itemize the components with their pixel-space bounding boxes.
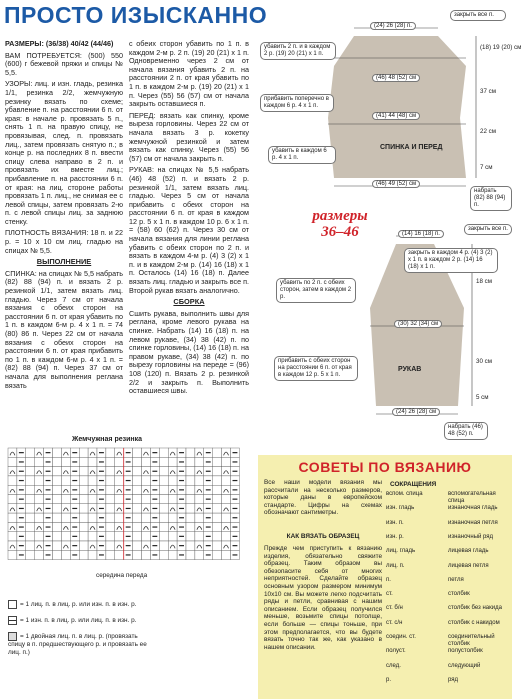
chart-title: Жемчужная резинка <box>72 436 143 443</box>
chart-cell <box>8 467 17 476</box>
chart-cell <box>61 495 70 504</box>
chart-cell <box>213 550 222 559</box>
instructions-column-2 <box>129 40 249 399</box>
height4-label: 7 см <box>480 164 493 171</box>
chart-cell <box>168 522 177 531</box>
sleeve-h3: 5 см <box>476 394 489 401</box>
chart-cell <box>79 467 88 476</box>
abbr-value: ряд <box>448 676 459 683</box>
chart-cell <box>79 532 88 541</box>
sample-heading: КАК ВЯЗАТЬ ОБРАЗЕЦ <box>286 533 360 540</box>
chart-cell <box>186 467 195 476</box>
chart-cell <box>106 448 115 457</box>
chart-cell <box>35 495 44 504</box>
increase-note: прибавить поперечно в каждом 6 р. 4 х 1 п. <box>260 94 334 112</box>
chart-cell <box>61 485 70 494</box>
abbr-value: изнаночный ряд <box>448 533 494 540</box>
page-title: ПРОСТО ИЗЫСКАННО <box>4 2 268 28</box>
abbr-key: лиц. п. <box>386 562 405 569</box>
chart-cell <box>35 504 44 513</box>
chart-cell <box>186 504 195 513</box>
sleeve-increase-note: прибавить с обеих сторон на расстоянии 6 п. от края в каждом 12 р. 5 х 1 п. <box>274 356 358 381</box>
chart-cell <box>26 448 35 457</box>
chart-cell <box>133 541 142 550</box>
abbr-key: ст. с/н <box>386 619 403 626</box>
chart-cell <box>106 467 115 476</box>
abbr-key: вспом. спица <box>386 491 423 497</box>
abbr-key: изн. п. <box>386 519 404 526</box>
chart-cell <box>61 532 70 541</box>
chart-cell <box>61 513 70 522</box>
chart-cell <box>8 550 17 559</box>
abbr-key: п. <box>386 576 391 583</box>
chart-cell <box>88 467 97 476</box>
chart-cell <box>186 495 195 504</box>
chart-cell <box>133 522 142 531</box>
sleeve-h2: 30 см <box>476 358 492 365</box>
width2-label: (41) 44 (48) см <box>372 112 420 120</box>
chart-cell <box>133 550 142 559</box>
chart-cell <box>142 448 151 457</box>
sleeve-h1: 18 см <box>476 278 492 285</box>
chart-cell <box>79 513 88 522</box>
chart-center-label: середина переда <box>96 572 148 579</box>
chart-cell <box>26 467 35 476</box>
chart-cell <box>35 550 44 559</box>
abbr-value: вспомогательная спица <box>448 491 496 504</box>
chart-cell <box>159 457 168 466</box>
chart-cell <box>79 457 88 466</box>
chart-cell <box>88 522 97 531</box>
chart-cell <box>133 476 142 485</box>
chart-cell <box>168 550 177 559</box>
chart-cell <box>186 485 195 494</box>
chart-cell <box>115 550 124 559</box>
sleeve-top-label: (14) 16 (18) п. <box>398 230 444 238</box>
purl-symbol-icon <box>8 616 17 625</box>
chart-cell <box>186 550 195 559</box>
chart-cell <box>79 541 88 550</box>
chart-cell <box>142 495 151 504</box>
back-cont-text: с обеих сторон убавить по 1 п. в каждом 2-м р. 2 п. (19) 20 (21) х 1 п. Одновременно через 2 см от начала вязания убавить 2 п. на расстоянии 2 п. от края убавить по 1 п. в каждом 2-м р. (19) 20 (21) х 1 п. Через (55) 56 (57) см от начала закрыть оставшиеся п. <box>129 39 249 109</box>
chart-cell <box>195 504 204 513</box>
chart-cell <box>222 467 231 476</box>
chart-cell <box>186 448 195 457</box>
chart-cell <box>88 476 97 485</box>
advice-box <box>258 455 512 699</box>
chart-cell <box>61 448 70 457</box>
chart-cell <box>195 457 204 466</box>
chart-cell <box>115 457 124 466</box>
chart-cell <box>222 513 231 522</box>
chart-cell <box>115 495 124 504</box>
chart-cell <box>8 541 17 550</box>
abbr-value: столбик без накида <box>448 605 502 612</box>
height3-label: 22 см <box>480 128 496 135</box>
chart-cell <box>61 467 70 476</box>
chart-cell <box>213 476 222 485</box>
chart-cell <box>35 476 44 485</box>
chart-cell <box>35 522 44 531</box>
patterns-text: УЗОРЫ: лиц. и изн. гладь, резинка 1/1, резинка 2/2, жемчужную резинку вязать по схеме; убавление п. на расстоянии 6 п. от края: в начале р. провязать 5 п., снять 1 п. на правую спицу, не провязывая, след. п. провязать лиц., затем провязать снятую п.; в конце р. на последних 8 п. ввести спицу слева направо в 2 п. и провязать их вместе лиц.; прибавление п. на расстоянии 6 п. от края: на лиц. стороне работы провязать 1 п. лиц., не снимая ее с левой спицы, затем провязать 2-ю п. с левой спицы лиц. за заднюю стенку. <box>5 79 123 226</box>
reduce-bottom-note: убавить в каждом 6 р. 4 х 1 п. <box>268 146 336 164</box>
chart-cell <box>53 457 62 466</box>
chart-cell <box>61 457 70 466</box>
chart-cell <box>115 485 124 494</box>
chart-cell <box>79 476 88 485</box>
sample-text: Прежде чем приступить к вязанию изделия, обязательно свяжите образец. Таким образом вы обезопасите себя от многих неприятностей. Сделайте образец основным узором размером минимум 10х10 см. Вы можете легко подсчитать ряды и петли, сравнивая с нашим описанием. Если образец получился меньше, возьмите спицы потолще, если больше — спицы тоньше, при этом предполагается, что вы будете вязать точно так же, как указано в нашем описании. <box>264 545 382 651</box>
chart-cell <box>8 522 17 531</box>
chart-cell <box>133 448 142 457</box>
chart-cell <box>88 485 97 494</box>
chart-cell <box>79 522 88 531</box>
chart-cell <box>222 476 231 485</box>
chart-cell <box>88 513 97 522</box>
chart-cell <box>26 504 35 513</box>
chart-cell <box>106 513 115 522</box>
sleeve-reduce2-note: убавить по 2 п. с обеих сторон, затем в каждом 2 р. <box>276 278 356 303</box>
chart-cell <box>53 541 62 550</box>
width3-label: (46) 49 (52) см <box>372 180 420 188</box>
sleeve-cast-on-note: набрать (46) 48 (52) п. <box>444 422 488 440</box>
chart-cell <box>26 457 35 466</box>
chart-cell <box>213 541 222 550</box>
chart-cell <box>186 541 195 550</box>
sleeve-close-note: закрыть все п. <box>464 224 512 235</box>
chart-cell <box>213 532 222 541</box>
chart-cell <box>35 467 44 476</box>
chart-cell <box>53 476 62 485</box>
abbr-value: столбик <box>448 591 470 598</box>
back-front-diagram <box>258 8 521 208</box>
chart-cell <box>53 495 62 504</box>
assembly-text: Сшить рукава, выполнить швы для реглана, кроме левого рукава на спинке. Набрать (14) 16 (18) п. на левом рукаве, (34) 38 (42) п. по спинке горловины, (14) 16 (18) п. на правом рукаве, (34) 38 (42) п. по вырезу горловины на переде = (96) 108 (120) п. Вязать 2 р. резинкой 2/2 и закрыть п. Выполнить оставшиеся швы. <box>129 308 249 396</box>
abbr-key: изн. гладь <box>386 505 415 512</box>
chart-cell <box>53 550 62 559</box>
width1-label: (46) 48 (52) см <box>372 74 420 82</box>
chart-cell <box>88 532 97 541</box>
execution-heading: ВЫПОЛНЕНИЕ <box>36 257 92 267</box>
chart-cell <box>26 485 35 494</box>
chart-cell <box>195 541 204 550</box>
chart-cell <box>53 522 62 531</box>
abbr-value: следующий <box>448 662 481 669</box>
chart-cell <box>168 485 177 494</box>
chart-cell <box>213 457 222 466</box>
chart-cell <box>115 504 124 513</box>
chart-cell <box>213 485 222 494</box>
chart-cell <box>159 550 168 559</box>
chart-cell <box>53 513 62 522</box>
chart-cell <box>168 541 177 550</box>
chart-cell <box>53 448 62 457</box>
chart-cell <box>186 476 195 485</box>
density-text: ПЛОТНОСТЬ ВЯЗАНИЯ: 18 п. и 22 р. = 10 х 10 см лиц. гладью на спицах № 5,5. <box>5 228 123 255</box>
chart-cell <box>88 550 97 559</box>
abbr-key: изн. р. <box>386 533 404 540</box>
chart-cell <box>195 513 204 522</box>
chart-cell <box>8 485 17 494</box>
chart-cell <box>106 476 115 485</box>
chart-cell <box>142 476 151 485</box>
chart-cell <box>8 495 17 504</box>
abbr-key: р. <box>386 676 392 683</box>
chart-cell <box>222 522 231 531</box>
chart-cell <box>53 504 62 513</box>
chart-cell <box>142 485 151 494</box>
height2-label: 37 см <box>480 88 496 95</box>
chart-cell <box>115 513 124 522</box>
chart-cell <box>222 550 231 559</box>
chart-cell <box>213 513 222 522</box>
legend-item-3: = 1 двойная лиц. п. в лиц. р. (провязать спицу в п. предшествующего р. и провязать ее лиц. п.) <box>8 633 147 656</box>
advice-title: СОВЕТЫ ПО ВЯЗАНИЮ <box>298 459 472 475</box>
chart-cell <box>213 495 222 504</box>
chart-cell <box>195 448 204 457</box>
chart-cell <box>88 457 97 466</box>
chart-cell <box>106 522 115 531</box>
chart-cell <box>61 504 70 513</box>
chart-cell <box>79 448 88 457</box>
chart-cell <box>186 532 195 541</box>
chart-cell <box>133 457 142 466</box>
chart-cell <box>115 476 124 485</box>
chart-cell <box>222 485 231 494</box>
chart-cell <box>26 532 35 541</box>
chart-cell <box>142 541 151 550</box>
chart-cell <box>186 513 195 522</box>
chart-cell <box>222 532 231 541</box>
abbr-key: полуст. <box>386 648 406 655</box>
chart-cell <box>88 504 97 513</box>
chart-cell <box>88 495 97 504</box>
abbr-value: изнаночная гладь <box>448 505 498 512</box>
chart-cell <box>195 522 204 531</box>
chart-cell <box>35 448 44 457</box>
chart-cell <box>133 504 142 513</box>
chart-cell <box>168 448 177 457</box>
advice-intro: Все наши модели вязания мы рассчитали на несколько размеров, которые даны в европейском стандарте. Цифры на схемах обозначают сантиметры. <box>264 479 382 517</box>
chart-cell <box>195 467 204 476</box>
abbr-key: след. <box>386 662 401 669</box>
chart-cell <box>106 495 115 504</box>
chart-cell <box>8 448 17 457</box>
chart-cell <box>53 467 62 476</box>
chart-cell <box>142 513 151 522</box>
chart-cell <box>142 550 151 559</box>
chart-cell <box>26 550 35 559</box>
chart-cell <box>35 532 44 541</box>
chart-cell <box>168 513 177 522</box>
abbr-heading: СОКРАЩЕНИЯ <box>390 481 437 488</box>
chart-cell <box>195 495 204 504</box>
chart-cell <box>8 513 17 522</box>
chart-cell <box>26 495 35 504</box>
abbr-key: ст. б/н <box>386 605 403 612</box>
chart-cell <box>106 532 115 541</box>
sleeve-width-top: (30) 32 (34) см <box>394 320 442 328</box>
chart-cell <box>168 532 177 541</box>
chart-cell <box>195 550 204 559</box>
sleeve-diagram <box>258 218 512 446</box>
chart-cell <box>88 448 97 457</box>
legend-item-1: = 1 лиц. п. в лиц. р. или изн. п. в изн. р. <box>8 600 136 609</box>
abbr-value: полустолбик <box>448 648 483 655</box>
sleeve-part-label: РУКАВ <box>398 366 422 373</box>
chart-cell <box>222 504 231 513</box>
chart-cell <box>222 541 231 550</box>
chart-cell <box>159 476 168 485</box>
chart-cell <box>213 467 222 476</box>
chart-cell <box>222 457 231 466</box>
chart-cell <box>26 513 35 522</box>
chart-cell <box>159 495 168 504</box>
chart-cell <box>159 485 168 494</box>
chart-cell <box>26 541 35 550</box>
chart-cell <box>159 504 168 513</box>
sleeve-text: РУКАВ: на спицах № 5,5 набрать (46) 48 (52) п. и вязать 2 р. резинкой 1/1, затем вязать лиц. гладью. Через 5 см от начала прибавить с обеих сторон на расстоянии 6 п. от края в каждом 12 р. 5 х 1 п. в каждом 10 р. 6 х 1 п. = (58) 60 (62) п. Через 30 см от начала вязания для линии реглана убавить с обеих сторон по 2 п. и вязать в каждом 4-м р. (4) 3 (2) х 1 п. и в каждом 2-м р. (14) 16 (18) х 1 п. Осталось (14) 16 (18) п. Далее вязать лиц. гладью и закрыть все п. Второй рукав вязать аналогично. <box>129 165 249 295</box>
front-text: ПЕРЕД: вязать как спинку, кроме выреза горловины. Через 22 см от начала вязать 3 р. кокетку жемчужной резинкой и затем вязать как спинку. Через (55) 56 (57) см от начала закрыть п. <box>129 110 249 163</box>
height1-label: (18) 19 (20) см <box>480 44 521 51</box>
chart-cell <box>8 504 17 513</box>
abbr-value: изнаночная петля <box>448 519 498 526</box>
chart-cell <box>79 550 88 559</box>
abbr-value: соединительный столбик <box>448 634 495 647</box>
chart-cell <box>61 550 70 559</box>
chart-cell <box>213 448 222 457</box>
chart-cell <box>133 532 142 541</box>
sizes-banner: размеры 36–46 <box>312 208 368 240</box>
chart-cell <box>159 532 168 541</box>
chart-cell <box>35 485 44 494</box>
chart-cell <box>26 522 35 531</box>
pattern-chart <box>8 448 240 560</box>
abbr-key: соедин. ст. <box>386 634 416 640</box>
instructions-column-1 <box>5 40 123 393</box>
chart-cell <box>159 448 168 457</box>
chart-cell <box>195 485 204 494</box>
assembly-heading: СБОРКА <box>173 297 205 307</box>
part-name-label: СПИНКА И ПЕРЕД <box>380 144 443 151</box>
chart-cell <box>142 457 151 466</box>
chart-cell <box>26 476 35 485</box>
abbr-value: лицевая петля <box>448 562 489 569</box>
chart-cell <box>222 448 231 457</box>
chart-cell <box>53 485 62 494</box>
sizes-text: РАЗМЕРЫ: (36/38) 40/42 (44/46) <box>5 39 114 48</box>
chart-cell <box>142 522 151 531</box>
chart-cell <box>133 495 142 504</box>
chart-cell <box>115 448 124 457</box>
chart-cell <box>106 457 115 466</box>
chart-cell <box>106 550 115 559</box>
chart-cell <box>53 532 62 541</box>
chart-cell <box>79 495 88 504</box>
chart-cell <box>168 495 177 504</box>
abbr-key: ст. <box>386 591 393 598</box>
abbr-value: лицевая гладь <box>448 548 489 555</box>
chart-cell <box>61 541 70 550</box>
chart-cell <box>106 541 115 550</box>
chart-cell <box>79 504 88 513</box>
chart-cell <box>115 541 124 550</box>
chart-cell <box>186 457 195 466</box>
chart-cell <box>115 522 124 531</box>
chart-cell <box>106 485 115 494</box>
chart-cell <box>8 476 17 485</box>
chart-cell <box>222 495 231 504</box>
chart-cell <box>142 467 151 476</box>
chart-cell <box>168 476 177 485</box>
chart-cell <box>79 485 88 494</box>
knit-symbol-icon <box>8 600 17 609</box>
reduce-top-note: убавить 2 п. и в каждом 2 р. (19) 20 (21) х 1 п. <box>260 42 336 60</box>
chart-cell <box>213 504 222 513</box>
materials-text: ВАМ ПОТРЕБУЕТСЯ: (500) 550 (600) г бежевой пряжи и спицы № 5,5. <box>5 50 123 77</box>
chart-cell <box>35 457 44 466</box>
chart-cell <box>115 467 124 476</box>
chart-cell <box>159 467 168 476</box>
chart-cell <box>106 504 115 513</box>
abbr-value: столбик с накидом <box>448 619 500 626</box>
chart-cell <box>195 532 204 541</box>
close-all-note: закрыть все п. <box>450 10 506 21</box>
chart-cell <box>159 513 168 522</box>
chart-cell <box>168 467 177 476</box>
abbr-key: лиц. гладь <box>386 548 416 555</box>
legend-item-2: = 1 изн. п. в лиц. р. или лиц. п. в изн. р. <box>8 616 136 625</box>
chart-cell <box>8 457 17 466</box>
chart-cell <box>159 541 168 550</box>
chart-cell <box>133 513 142 522</box>
double-knit-symbol-icon <box>8 632 17 641</box>
chart-cell <box>159 522 168 531</box>
abbr-value: петля <box>448 576 464 583</box>
chart-cell <box>133 485 142 494</box>
top-width-label: (24) 26 (28) п. <box>370 22 416 30</box>
chart-cell <box>133 467 142 476</box>
sleeve-width-bottom: (24) 26 (28) см <box>392 408 440 416</box>
chart-cell <box>168 457 177 466</box>
chart-cell <box>168 504 177 513</box>
chart-cell <box>142 532 151 541</box>
chart-cell <box>213 522 222 531</box>
sleeve-reduce1-note: закрыть в каждом 4 р. (4) 3 (2) х 1 п. в каждом 2 р. (14) 16 (18) х 1 п. <box>404 248 498 273</box>
chart-cell <box>142 504 151 513</box>
back-text: СПИНКА: на спицах № 5,5 набрать (82) 88 (94) п. и вязать 2 р. резинкой 1/1, затем вязать лиц. гладью. Через 7 см от начала вязания с обеих сторон на расстоянии 6 п. от края убавить по 1 п. в каждом 6-м р. 4 х 1 п. = 74 (80) 86 п. Через 22 см от начала вязания с обеих сторон на расстоянии 6 п. от края прибавить по 1 п. в каждом 6-м р. 4 х 1 п. = (82) 88 (94) п. Через 37 см от начала для выполнения реглана вязать <box>5 268 123 390</box>
cast-on-note: набрать (82) 88 (94) п. <box>470 186 512 211</box>
chart-cell <box>8 532 17 541</box>
chart-cell <box>115 532 124 541</box>
chart-cell <box>88 541 97 550</box>
chart-cell <box>35 513 44 522</box>
chart-cell <box>35 541 44 550</box>
chart-cell <box>186 522 195 531</box>
chart-cell <box>195 476 204 485</box>
chart-cell <box>61 522 70 531</box>
chart-cell <box>61 476 70 485</box>
